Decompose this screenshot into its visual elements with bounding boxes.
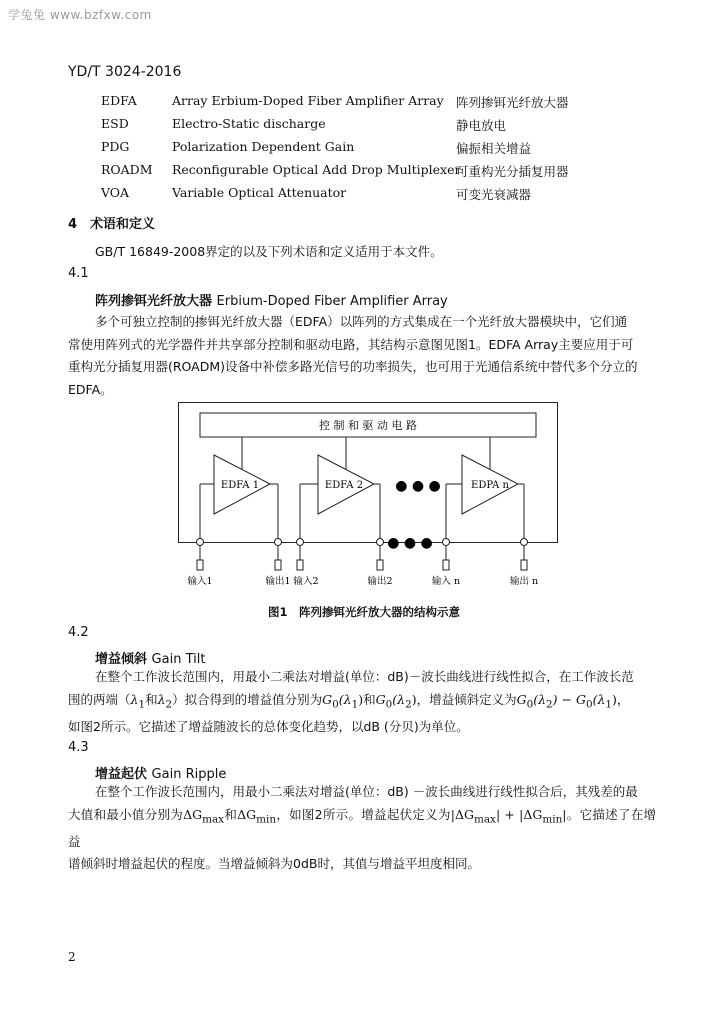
fiber-connectors <box>197 539 528 571</box>
abbr-code: ESD <box>101 116 129 131</box>
port-ellipsis: ● ● ● <box>387 535 433 551</box>
port-label: 输入 n <box>431 576 461 587</box>
term-title <box>95 648 205 667</box>
amplifier-1-label: EDFA 1 <box>220 480 260 491</box>
term-definition <box>68 666 656 738</box>
abbr-row <box>0 139 725 159</box>
term-english: Gain Tilt <box>151 652 206 667</box>
clause-number: 4.2 <box>68 625 89 640</box>
clause-number: 4.3 <box>68 740 89 755</box>
definition-line-with-formula: 围的两端（$\lambda_1$和$\lambda_2$）拟合得到的增益值分别为$G_0(\lambda_1)$和$G_0(\lambda_2)$，增益倾斜定义为$G_0(\lambda_2) - G_0(\lambda_1)$， <box>68 691 630 710</box>
term-chinese: 增益倾斜 <box>95 652 148 667</box>
definition-line: 多个可独立控制的掺铒光纤放大器（EDFA）以阵列的方式集成在一个光纤放大器模块中，它们通 <box>95 314 628 329</box>
term-title <box>95 290 448 309</box>
amplifier-n-label: EDPA n <box>471 480 509 491</box>
section-heading: 4 术语和定义 <box>68 217 156 232</box>
abbr-code: ROADM <box>101 162 153 177</box>
figure-1-diagram <box>178 402 558 594</box>
abbr-chinese: 阵列掺铒光纤放大器 <box>456 95 569 110</box>
abbr-english: Electro-Static discharge <box>172 116 326 131</box>
amplifier-ellipsis: ● ● ● <box>395 478 441 494</box>
abbr-english: Reconfigurable Optical Add Drop Multiplexer <box>172 162 461 177</box>
control-circuit-label: 控 制 和 驱 动 电 路 <box>319 419 417 432</box>
watermark: 学兔兔 www.bzfxw.com <box>8 8 152 22</box>
amplifier-2-label: EDFA 2 <box>324 480 364 491</box>
abbr-english: Variable Optical Attenuator <box>172 185 347 200</box>
abbr-chinese: 可变光衰减器 <box>456 187 532 202</box>
abbr-row <box>0 162 725 182</box>
term-chinese: 阵列掺铒光纤放大器 <box>95 294 213 309</box>
term-title <box>95 763 226 782</box>
abbr-code: PDG <box>101 139 130 154</box>
figure-caption: 图1 阵列掺铒光纤放大器的结构示意 <box>268 605 460 619</box>
abbr-row <box>0 116 725 136</box>
section-intro: GB/T 16849-2008界定的以及下列术语和定义适用于本文件。 <box>95 244 443 259</box>
definition-line: EDFA。 <box>68 381 113 397</box>
abbr-english: Array Erbium-Doped Fiber Amplifier Array <box>172 93 444 108</box>
abbr-chinese: 偏振相关增益 <box>456 141 532 156</box>
term-chinese: 增益起伏 <box>95 767 148 782</box>
port-label: 输出1 <box>265 576 291 587</box>
abbr-chinese: 可重构光分插复用器 <box>456 164 569 179</box>
definition-line: 谱倾斜时增益起伏的程度。当增益倾斜为0dB时，其值与增益平坦度相同。 <box>68 856 480 871</box>
port-label: 输入1 <box>187 576 213 587</box>
port-label: 输出2 <box>367 576 393 587</box>
port-label: 输出 n <box>509 576 539 587</box>
term-definition <box>68 781 656 876</box>
standard-code: YD/T 3024-2016 <box>68 64 182 80</box>
definition-line: 常使用阵列式的光学器件并共享部分控制和驱动电路，其结构示意图见图1。EDFA Array主要应用于可 <box>68 336 634 352</box>
abbr-english: Polarization Dependent Gain <box>172 139 355 154</box>
term-english: Gain Ripple <box>151 767 227 782</box>
definition-line: 在整个工作波长范围内，用最小二乘法对增益(单位：dB) －波长曲线进行线性拟合后，其残差的最 <box>95 784 638 799</box>
definition-line-with-formula: 大值和最小值分别为$\Delta G_{max}$和$\Delta G_{min}$，如图2所示。增益起伏定义为$|\Delta G_{max}| + |\Delta G_{min}|$。它描述了在增益 <box>68 806 656 849</box>
abbr-chinese: 静电放电 <box>456 118 507 133</box>
definition-line: 在整个工作波长范围内，用最小二乘法对增益(单位：dB)－波长曲线进行线性拟合，在工作波长范 <box>95 669 634 684</box>
abbr-code: EDFA <box>101 93 137 108</box>
abbr-code: VOA <box>101 185 130 200</box>
definition-line: 如图2所示。它描述了增益随波长的总体变化趋势，以dB (分贝)为单位。 <box>68 718 469 734</box>
port-labels <box>187 575 538 587</box>
term-english: Erbium-Doped Fiber Amplifier Array <box>216 294 448 309</box>
term-definition <box>68 311 656 401</box>
definition-line: 重构光分插复用器(ROADM)设备中补偿多路光信号的功率损失，也可用于光通信系统中替代多个分立的 <box>68 359 638 374</box>
port-label: 输入2 <box>293 576 319 587</box>
page-number: 2 <box>68 950 76 964</box>
clause-number: 4.1 <box>68 266 89 281</box>
abbr-row <box>0 93 725 113</box>
abbr-row <box>0 185 725 205</box>
